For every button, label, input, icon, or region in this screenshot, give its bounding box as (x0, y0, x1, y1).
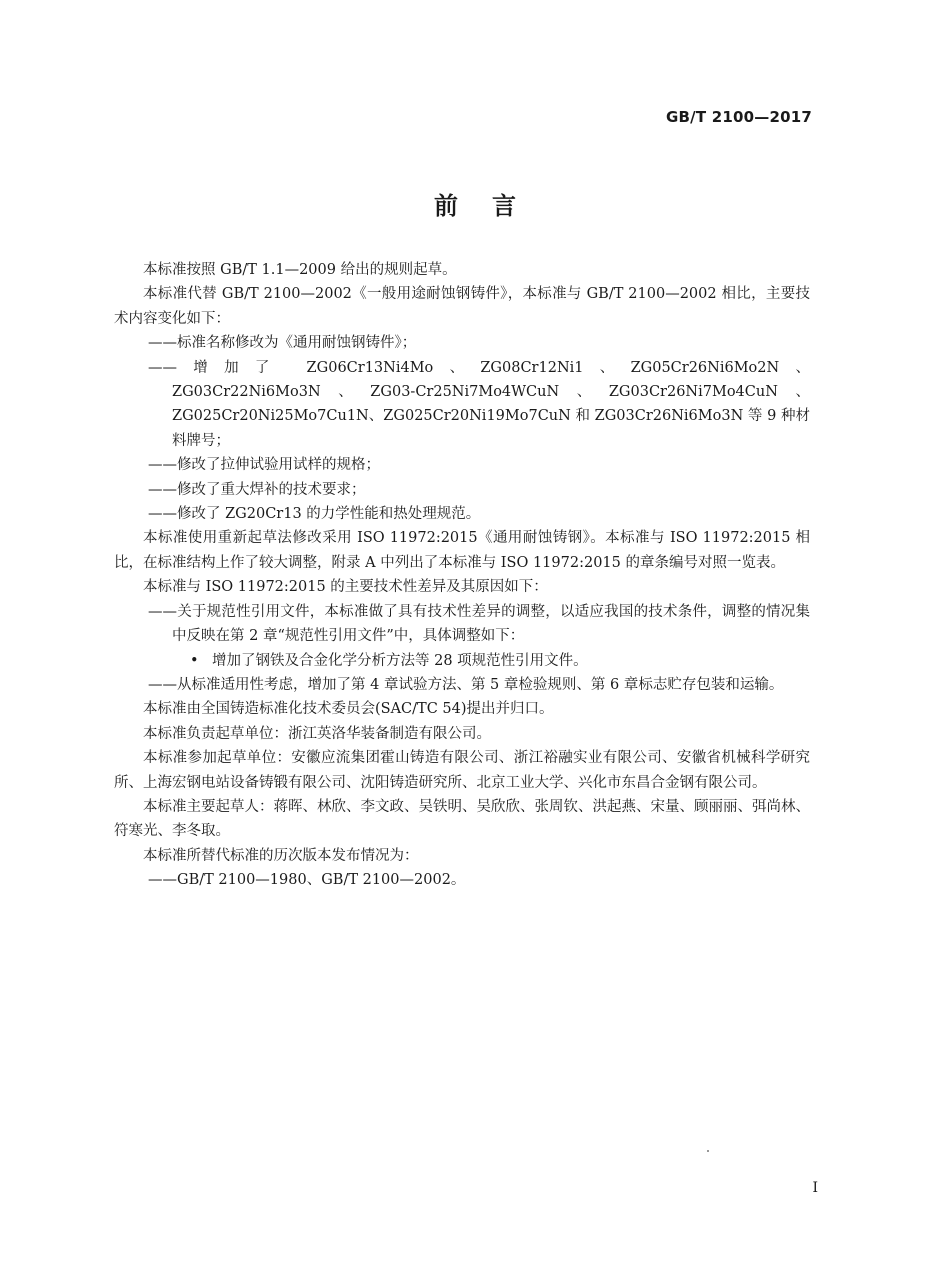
difference-item-references: ——关于规范性引用文件，本标准做了具有技术性差异的调整，以适应我国的技术条件，调整的情况集中反映在第 2 章“规范性引用文件”中，具体调整如下： (148, 603, 810, 645)
scan-speck (707, 1150, 709, 1152)
paragraph-lead-drafter: 本标准负责起草单位：浙江英洛华装备制造有限公司。 (143, 725, 491, 742)
paragraph-iso-adoption: 本标准使用重新起草法修改采用 ISO 11972:2015《通用耐蚀铸钢》。本标准与 ISO 11972:2015 相比，在标准结构上作了较大调整，附录 A 中列出了本标准与 ISO 11972:2015 的章条编号对照一览表。 (114, 530, 810, 571)
change-item-title: ——标准名称修改为《通用耐蚀钢铸件》； (148, 335, 417, 352)
paragraph-replacement: 本标准代替 GB/T 2100—2002《一般用途耐蚀钢铸件》，本标准与 GB/T 2100—2002 相比，主要技术内容变化如下： (114, 286, 810, 327)
paragraph-committee: 本标准由全国铸造标准化技术委员会(SAC/TC 54)提出并归口。 (143, 701, 554, 718)
paragraph-differences: 本标准与 ISO 11972:2015 的主要技术性差异及其原因如下： (143, 579, 548, 596)
foreword-body (114, 258, 810, 893)
standard-code: GB/T 2100—2017 (666, 108, 812, 126)
page-title: 前言 (434, 192, 550, 220)
page-number: I (812, 1180, 818, 1196)
history-item: ——GB/T 2100—1980、GB/T 2100—2002。 (148, 872, 466, 889)
paragraph-participants: 本标准参加起草单位：安徽应流集团霍山铸造有限公司、浙江裕融实业有限公司、安徽省机械科学研究所、上海宏钢电站设备铸锻有限公司、沈阳铸造研究所、北京工业大学、兴化市东昌合金钢有限公司。 (114, 750, 810, 791)
paragraph-authors: 本标准主要起草人：蒋晖、林欣、李文政、吴铁明、吴欣欣、张周钦、洪起燕、宋量、顾丽丽、弭尚林、符寒光、李冬取。 (114, 798, 810, 840)
paragraph-history: 本标准所替代标准的历次版本发布情况为： (143, 847, 419, 864)
bullet-marker: • (190, 652, 199, 669)
bullet-text: 增加了钢铁及合金化学分析方法等 28 项规范性引用文件。 (212, 652, 588, 669)
difference-item-chapters: ——从标准适用性考虑，增加了第 4 章试验方法、第 5 章检验规则、第 6 章标志贮存包装和运输。 (148, 676, 784, 693)
change-item-zg20cr13: ——修改了 ZG20Cr13 的力学性能和热处理规范。 (148, 506, 481, 523)
change-item-welding: ——修改了重大焊补的技术要求； (148, 481, 366, 498)
paragraph-drafting-rules: 本标准按照 GB/T 1.1—2009 给出的规则起草。 (143, 262, 457, 278)
bullet-item (114, 649, 810, 673)
change-item-tensile: ——修改了拉伸试验用试样的规格； (148, 457, 380, 474)
change-item-grades: ——增加了 ZG06Cr13Ni4Mo、ZG08Cr12Ni1、ZG05Cr26Ni6Mo2N、ZG03Cr22Ni6Mo3N、ZG03-Cr25Ni7Mo4WCuN、ZG03Cr26Ni7Mo4CuN、ZG025Cr20Ni25Mo7Cu1N、ZG025Cr20Ni19Mo7CuN 和 ZG03Cr26Ni6Mo3N 等 9 种材料牌号； (148, 359, 810, 449)
